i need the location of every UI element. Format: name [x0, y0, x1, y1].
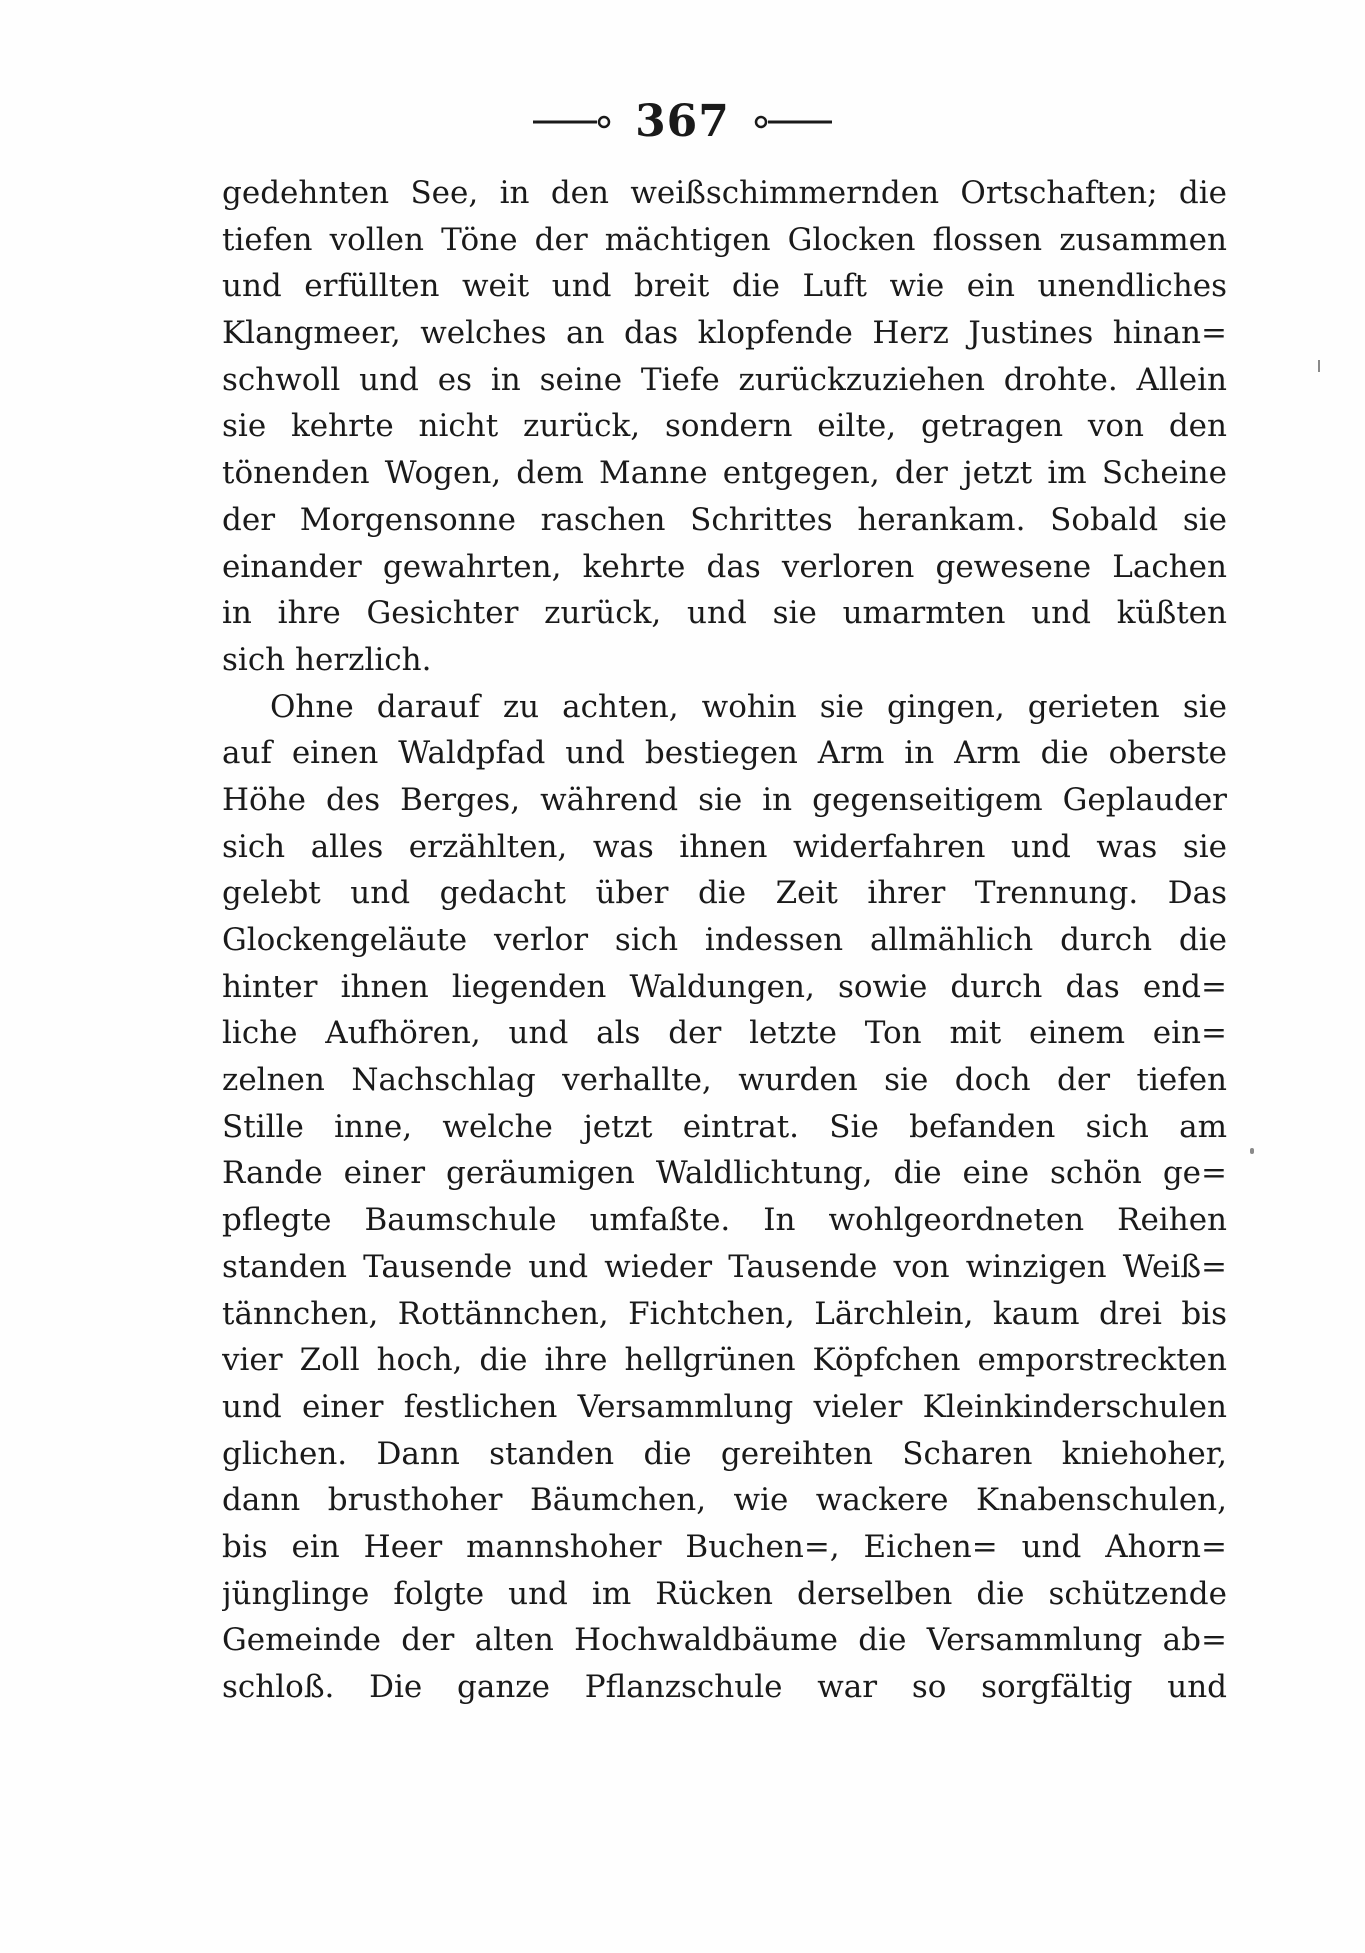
text-line: sie kehrte nicht zurück, sondern eilte, getragen von den: [222, 408, 1227, 445]
text-line: tönenden Wogen, dem Manne entgegen, der jetzt im Scheine: [222, 455, 1227, 492]
text-line: tännchen, Rottännchen, Fichtchen, Lärchlein, kaum drei bis: [222, 1295, 1227, 1332]
text-line: schwoll und es in seine Tiefe zurückzuziehen drohte. Allein: [222, 361, 1227, 398]
text-line: der Morgensonne raschen Schrittes herankam. Sobald sie: [222, 501, 1227, 538]
text-line: zelnen Nachschlag verhallte, wurden sie doch der tiefen: [222, 1062, 1227, 1099]
text-line: bis ein Heer mannshoher Buchen=, Eichen= und Ahorn=: [222, 1528, 1227, 1565]
text-line: und erfüllten weit und breit die Luft wie ein unendliches: [222, 268, 1227, 305]
text-line: pflegte Baumschule umfaßte. In wohlgeordneten Reihen: [222, 1202, 1227, 1239]
text-line: sich alles erzählten, was ihnen widerfahren und was sie: [222, 828, 1227, 865]
text-line: gelebt und gedacht über die Zeit ihrer Trennung. Das: [222, 875, 1227, 912]
text-line: hinter ihnen liegenden Waldungen, sowie durch das end=: [222, 968, 1227, 1005]
page-number: 367: [635, 96, 730, 147]
right-ornament-icon: [752, 112, 832, 132]
text-line: Glockengeläute verlor sich indessen allmählich durch die: [222, 922, 1227, 958]
stray-ink-mark: [1318, 360, 1320, 372]
text-line: auf einen Waldpfad und bestiegen Arm in Arm die oberste: [222, 735, 1227, 772]
text-line: in ihre Gesichter zurück, und sie umarmten und küßten: [222, 595, 1227, 632]
text-line: und einer festlichen Versammlung vieler Kleinkinderschulen: [222, 1388, 1227, 1425]
text-line: dann brusthoher Bäumchen, wie wackere Knabenschulen,: [222, 1482, 1227, 1519]
text-line: Gemeinde der alten Hochwaldbäume die Versammlung ab=: [222, 1622, 1227, 1659]
body-text: [222, 170, 1227, 1711]
text-line: Höhe des Berges, während sie in gegenseitigem Geplauder: [222, 781, 1227, 818]
text-line: vier Zoll hoch, die ihre hellgrünen Köpfchen emporstreckten: [222, 1342, 1227, 1379]
paragraph-start-line: Ohne darauf zu achten, wohin sie gingen, gerieten sie: [270, 688, 1227, 725]
page-header: [0, 92, 1365, 152]
text-line: glichen. Dann standen die gereihten Scharen kniehoher,: [222, 1435, 1227, 1472]
text-line: jünglinge folgte und im Rücken derselben die schützende: [222, 1575, 1227, 1612]
text-line: liche Aufhören, und als der letzte Ton mit einem ein=: [222, 1015, 1227, 1052]
text-line: gedehnten See, in den weißschimmernden Ortschaften; die: [222, 175, 1227, 211]
left-ornament-icon: [533, 112, 613, 132]
text-line: Rande einer geräumigen Waldlichtung, die eine schön ge=: [222, 1155, 1227, 1192]
text-line: schloß. Die ganze Pflanzschule war so sorgfältig und: [222, 1669, 1227, 1705]
text-line: Klangmeer, welches an das klopfende Herz Justines hinan=: [222, 315, 1227, 352]
text-line: tiefen vollen Töne der mächtigen Glocken flossen zusammen: [222, 221, 1227, 258]
stray-ink-mark: [1250, 1148, 1254, 1154]
text-line: Stille inne, welche jetzt eintrat. Sie befanden sich am: [222, 1108, 1227, 1145]
paragraph-end-line: sich herzlich.: [222, 641, 432, 678]
text-line: standen Tausende und wieder Tausende von winzigen Weiß=: [222, 1248, 1227, 1285]
text-line: einander gewahrten, kehrte das verloren gewesene Lachen: [222, 548, 1227, 585]
